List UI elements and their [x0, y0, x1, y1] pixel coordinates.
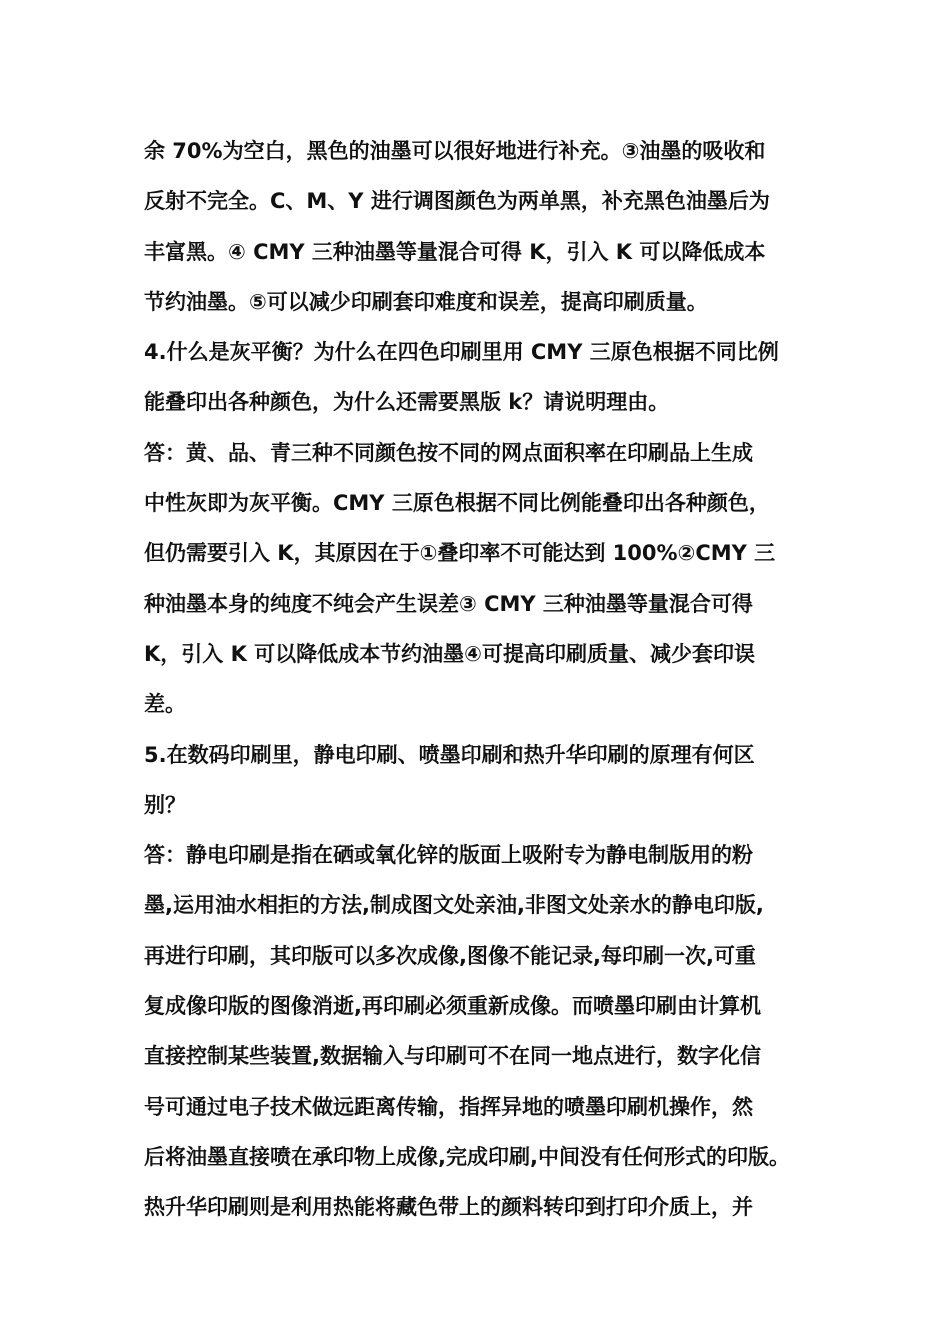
answer-line: 号可通过电子技术做远距离传输，指挥异地的喷墨印刷机操作，然: [144, 1094, 753, 1119]
document-body: [144, 126, 844, 1233]
answer-line: 种油墨本身的纯度不纯会产生误差③ CMY 三种油墨等量混合可得: [144, 591, 753, 616]
text-line: 余 70%为空白，黑色的油墨可以很好地进行补充。③油墨的吸收和: [144, 139, 766, 163]
text-line: 丰富黑。④ CMY 三种油墨等量混合可得 K，引入 K 可以降低成本: [144, 239, 766, 264]
answer-line: K，引入 K 可以降低成本节约油墨④可提高印刷质量、减少套印误: [144, 641, 755, 666]
answer-line: 墨,运用油水相拒的方法,制成图文处亲油,非图文处亲水的静电印版,: [144, 893, 764, 918]
text-line: 反射不完全。C、M、Y 进行调图颜色为两单黑，补充黑色油墨后为: [144, 189, 770, 214]
text-line: 节约油墨。⑤可以减少印刷套印难度和误差，提高印刷质量。: [144, 289, 708, 314]
question-heading: 4.什么是灰平衡？为什么在四色印刷里用 CMY 三原色根据不同比例: [144, 340, 779, 365]
answer-line: 中性灰即为灰平衡。CMY 三原色根据不同比例能叠印出各种颜色，: [144, 491, 770, 516]
answer-line: 热升华印刷则是利用热能将藏色带上的颜料转印到打印介质上，并: [144, 1195, 753, 1220]
answer-line: 但仍需要引入 K，其原因在于①叠印率不可能达到 100%②CMY 三: [144, 541, 776, 566]
question-heading: 别？: [144, 792, 186, 817]
answer-line: 差。: [144, 692, 186, 717]
answer-line: 直接控制某些装置,数据输入与印刷可不在同一地点进行，数字化信: [144, 1044, 761, 1069]
answer-line: 后将油墨直接喷在承印物上成像,完成印刷,中间没有任何形式的印版。: [144, 1144, 790, 1169]
answer-line: 复成像印版的图像消逝,再印刷必须重新成像。而喷墨印刷由计算机: [144, 994, 761, 1019]
answer-line: 答：静电印刷是指在硒或氧化锌的版面上吸附专为静电制版用的粉: [144, 843, 753, 868]
question-heading: 5.在数码印刷里，静电印刷、喷墨印刷和热升华印刷的原理有何区: [144, 742, 755, 767]
answer-line: 再进行印刷，其印版可以多次成像,图像不能记录,每印刷一次,可重: [144, 943, 756, 968]
question-heading: 能叠印出各种颜色，为什么还需要黑版 k？请说明理由。: [144, 390, 670, 415]
answer-line: 答：黄、品、青三种不同颜色按不同的网点面积率在印刷品上生成: [144, 440, 753, 465]
